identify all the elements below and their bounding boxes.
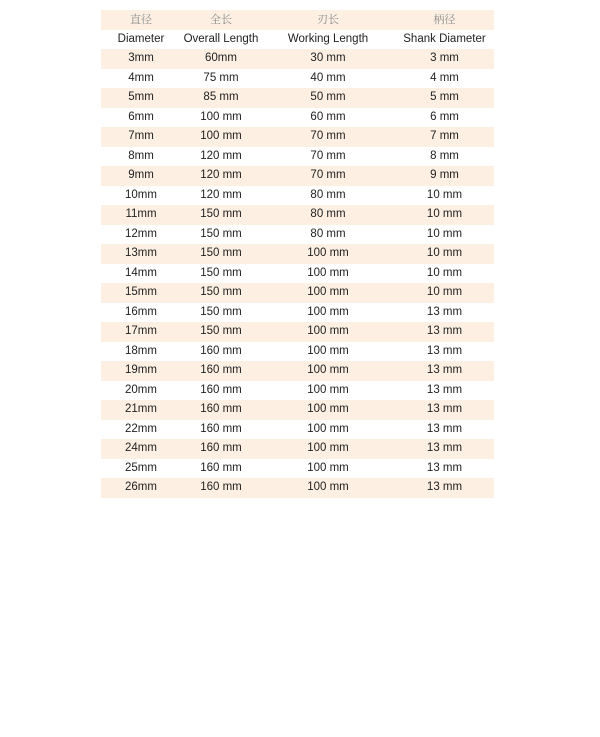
header-row-chinese xyxy=(101,10,494,30)
cell-shank-diameter: 7 mm xyxy=(395,127,494,147)
cell-diameter: 3mm xyxy=(101,49,181,69)
cell-diameter: 18mm xyxy=(125,344,157,357)
cell-shank-diameter: 10 mm xyxy=(395,244,494,264)
cell-overall-length: 150 mm xyxy=(181,244,261,264)
cell-shank-diameter: 13 mm xyxy=(426,383,463,396)
cell-overall-length: 160 mm xyxy=(200,422,242,435)
table-row xyxy=(101,478,494,498)
cell-overall-length: 160 mm xyxy=(200,344,242,357)
header-shank-diameter-cn: 柄径 xyxy=(395,10,494,30)
cell-diameter: 11mm xyxy=(101,205,181,225)
cell-overall-length: 150 mm xyxy=(181,205,261,225)
cell-shank-diameter: 13 mm xyxy=(395,361,494,381)
spec-table-body xyxy=(101,10,494,498)
cell-working-length: 80 mm xyxy=(261,205,395,225)
cell-overall-length: 100 mm xyxy=(181,127,261,147)
table-row xyxy=(101,459,494,479)
cell-shank-diameter: 13 mm xyxy=(426,305,463,318)
cell-shank-diameter: 10 mm xyxy=(426,188,463,201)
cell-diameter: 15mm xyxy=(101,283,181,303)
cell-working-length: 70 mm xyxy=(261,166,395,186)
cell-working-length: 100 mm xyxy=(307,344,349,357)
cell-shank-diameter: 3 mm xyxy=(395,49,494,69)
cell-diameter: 24mm xyxy=(101,439,181,459)
cell-shank-diameter: 10 mm xyxy=(426,266,463,279)
cell-working-length: 70 mm xyxy=(310,149,346,162)
cell-overall-length: 100 mm xyxy=(200,110,242,123)
cell-shank-diameter: 4 mm xyxy=(430,71,459,84)
table-row xyxy=(101,49,494,69)
cell-diameter: 12mm xyxy=(125,227,157,240)
cell-working-length: 100 mm xyxy=(261,361,395,381)
cell-diameter: 17mm xyxy=(101,322,181,342)
header-working-length-cn: 刃长 xyxy=(261,10,395,30)
cell-working-length: 40 mm xyxy=(310,71,346,84)
table-row xyxy=(101,400,494,420)
table-row xyxy=(101,342,494,362)
cell-overall-length: 160 mm xyxy=(181,478,261,498)
cell-diameter: 20mm xyxy=(125,383,157,396)
header-overall-length-cn: 全长 xyxy=(181,10,261,30)
table-row xyxy=(101,244,494,264)
cell-shank-diameter: 13 mm xyxy=(395,439,494,459)
table-row xyxy=(101,381,494,401)
cell-shank-diameter: 5 mm xyxy=(395,88,494,108)
cell-working-length: 80 mm xyxy=(310,227,346,240)
cell-diameter: 4mm xyxy=(128,71,154,84)
cell-working-length: 60 mm xyxy=(310,110,346,123)
cell-overall-length: 160 mm xyxy=(181,439,261,459)
cell-diameter: 16mm xyxy=(125,305,157,318)
cell-overall-length: 160 mm xyxy=(181,361,261,381)
table-row xyxy=(101,88,494,108)
header-shank-diameter: Shank Diameter xyxy=(403,32,486,45)
table-row xyxy=(101,127,494,147)
cell-working-length: 100 mm xyxy=(307,383,349,396)
cell-shank-diameter: 13 mm xyxy=(426,344,463,357)
cell-overall-length: 120 mm xyxy=(200,188,242,201)
table-row xyxy=(101,166,494,186)
cell-shank-diameter: 13 mm xyxy=(395,400,494,420)
cell-working-length: 100 mm xyxy=(307,422,349,435)
table-row xyxy=(101,283,494,303)
cell-overall-length: 120 mm xyxy=(181,166,261,186)
cell-diameter: 25mm xyxy=(125,461,157,474)
table-row xyxy=(101,147,494,167)
cell-overall-length: 150 mm xyxy=(181,322,261,342)
table-row xyxy=(101,205,494,225)
cell-shank-diameter: 13 mm xyxy=(426,422,463,435)
cell-overall-length: 75 mm xyxy=(203,71,239,84)
cell-diameter: 9mm xyxy=(101,166,181,186)
table-row xyxy=(101,361,494,381)
cell-shank-diameter: 6 mm xyxy=(430,110,459,123)
header-diameter-cn: 直径 xyxy=(101,10,181,30)
cell-working-length: 100 mm xyxy=(307,305,349,318)
cell-overall-length: 160 mm xyxy=(200,383,242,396)
cell-working-length: 70 mm xyxy=(261,127,395,147)
cell-shank-diameter: 9 mm xyxy=(395,166,494,186)
cell-working-length: 50 mm xyxy=(261,88,395,108)
cell-working-length: 100 mm xyxy=(261,322,395,342)
cell-diameter: 19mm xyxy=(101,361,181,381)
cell-overall-length: 160 mm xyxy=(200,461,242,474)
cell-working-length: 100 mm xyxy=(261,478,395,498)
cell-diameter: 7mm xyxy=(101,127,181,147)
cell-working-length: 100 mm xyxy=(261,439,395,459)
cell-diameter: 22mm xyxy=(125,422,157,435)
header-row-english xyxy=(101,30,494,50)
cell-diameter: 5mm xyxy=(101,88,181,108)
cell-working-length: 100 mm xyxy=(307,461,349,474)
cell-overall-length: 150 mm xyxy=(200,266,242,279)
cell-working-length: 100 mm xyxy=(261,283,395,303)
table-row xyxy=(101,322,494,342)
cell-overall-length: 85 mm xyxy=(181,88,261,108)
cell-working-length: 30 mm xyxy=(261,49,395,69)
table-row xyxy=(101,264,494,284)
header-working-length: Working Length xyxy=(287,32,369,45)
cell-diameter: 8mm xyxy=(128,149,154,162)
cell-overall-length: 150 mm xyxy=(200,227,242,240)
cell-overall-length: 160 mm xyxy=(181,400,261,420)
table-row xyxy=(101,439,494,459)
table-row xyxy=(101,108,494,128)
cell-diameter: 13mm xyxy=(101,244,181,264)
cell-working-length: 100 mm xyxy=(261,244,395,264)
cell-overall-length: 150 mm xyxy=(200,305,242,318)
cell-overall-length: 60mm xyxy=(181,49,261,69)
table-row xyxy=(101,420,494,440)
cell-diameter: 21mm xyxy=(101,400,181,420)
cell-shank-diameter: 13 mm xyxy=(395,322,494,342)
spec-table xyxy=(101,10,494,498)
cell-diameter: 10mm xyxy=(125,188,157,201)
cell-shank-diameter: 10 mm xyxy=(426,227,463,240)
cell-shank-diameter: 13 mm xyxy=(395,478,494,498)
cell-diameter: 26mm xyxy=(101,478,181,498)
table-row xyxy=(101,186,494,206)
cell-shank-diameter: 10 mm xyxy=(395,205,494,225)
cell-diameter: 6mm xyxy=(128,110,154,123)
cell-working-length: 80 mm xyxy=(310,188,346,201)
cell-overall-length: 120 mm xyxy=(200,149,242,162)
cell-shank-diameter: 13 mm xyxy=(426,461,463,474)
cell-overall-length: 150 mm xyxy=(181,283,261,303)
cell-working-length: 100 mm xyxy=(261,400,395,420)
table-row xyxy=(101,303,494,323)
cell-working-length: 100 mm xyxy=(307,266,349,279)
cell-diameter: 14mm xyxy=(125,266,157,279)
cell-shank-diameter: 10 mm xyxy=(395,283,494,303)
cell-shank-diameter: 8 mm xyxy=(430,149,459,162)
table-row xyxy=(101,225,494,245)
header-diameter: Diameter xyxy=(117,32,165,45)
header-overall-length: Overall Length xyxy=(183,32,259,45)
table-row xyxy=(101,69,494,89)
